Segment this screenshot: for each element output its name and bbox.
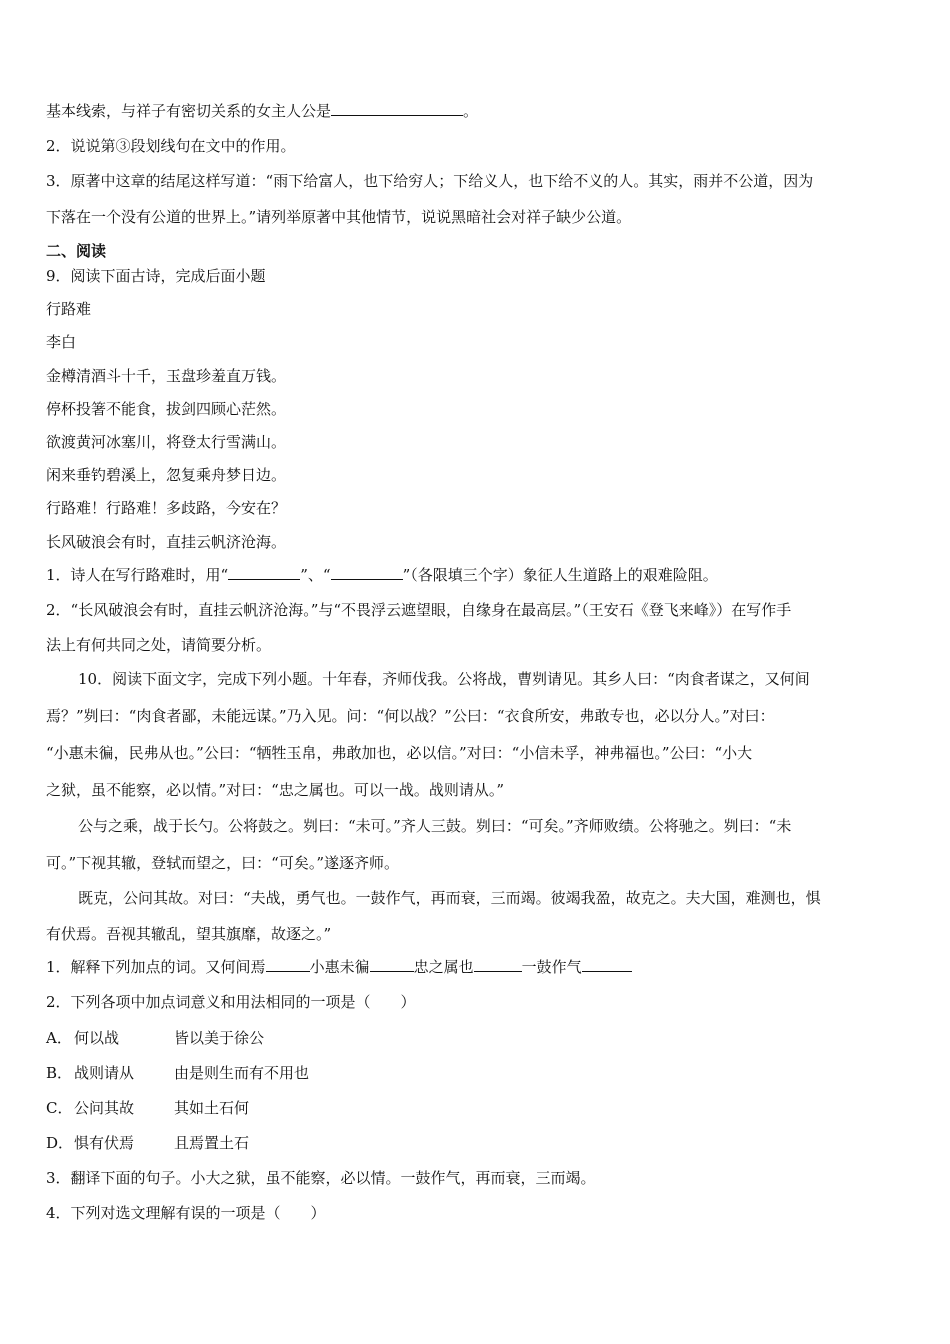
answer-blank[interactable] [228,564,300,580]
option-phrase-2: 皆以美于徐公 [174,1029,265,1047]
poem-line: 长风破浪会有时，直挂云帆济沧海。 [46,533,287,551]
q9-sub1-text-b: ”、“ [300,566,331,584]
option-letter: A． [46,1029,72,1047]
q10-sub1-item: 又何间焉 [205,958,266,976]
option-phrase-2: 且焉置土石 [174,1134,250,1152]
poem-line: 欲渡黄河冰塞川，将登太行雪满山。 [46,433,287,451]
prev-q3-line1: 3．原著中这章的结尾这样写道：“雨下给富人，也下给穷人；下给义人，也下给不义的人。其实，雨并不公道，因为 [46,172,814,190]
q10-sub1-item: 一鼓作气 [521,958,582,976]
option-phrase-1: 何以战 [74,1029,120,1047]
option-phrase-1: 公问其故 [74,1099,135,1117]
poem-line: 停杯投箸不能食，拔剑四顾心茫然。 [46,400,287,418]
q10-sub2: 2．下列各项中加点词意义和用法相同的一项是（ ） [46,993,416,1011]
option-d[interactable] [46,1132,908,1154]
option-phrase-2: 由是则生而有不用也 [174,1064,310,1082]
option-a[interactable] [46,1027,908,1049]
prev-q3-line2: 下落在一个没有公道的世界上。”请列举原著中其他情节，说说黑暗社会对祥子缺少公道。 [46,208,632,226]
q10-sub1 [46,956,908,978]
q10-sub4: 4．下列对选文理解有误的一项是（ ） [46,1204,326,1222]
q9-sub1-text-a: 1．诗人在写行路难时，用“ [46,566,229,584]
answer-blank[interactable] [266,956,310,972]
prev-q1-text: 基本线索，与祥子有密切关系的女主人公是 [46,102,332,120]
q9-sub2-line2: 法上有何共同之处，请简要分析。 [46,636,272,654]
option-c[interactable] [46,1097,908,1119]
q9-intro: 9．阅读下面古诗，完成后面小题 [46,267,266,285]
option-letter: B． [46,1064,73,1082]
q9-sub1 [46,564,908,586]
q10-para2-line: 公与之乘，战于长勺。公将鼓之。刿曰：“未可。”齐人三鼓。刿曰：“可矣。”齐师败绩。公将驰之。刿曰：“未 [78,817,792,835]
prev-q2: 2．说说第③段划线句在文中的作用。 [46,137,296,155]
poem-line: 行路难！行路难！多歧路，今安在？ [46,499,287,517]
option-phrase-1: 惧有伏焉 [74,1134,135,1152]
answer-blank[interactable] [370,956,414,972]
q10-para1-line: 之狱，虽不能察，必以情。”对曰：“忠之属也。可以一战。战则请从。” [46,781,505,799]
q10-para1-line: 焉？”刿曰：“肉食者鄙，未能远谋。”乃入见。问：“何以战？”公曰：“衣食所安，弗敢专也，必以分人。”对曰： [46,707,775,725]
option-b[interactable] [46,1062,908,1084]
poem-line: 闲来垂钓碧溪上，忽复乘舟梦日边。 [46,466,287,484]
answer-blank[interactable] [331,100,463,116]
q9-sub2-line1: 2．“长风破浪会有时，直挂云帆济沧海。”与“不畏浮云遮望眼，自缘身在最高层。”（王安石《登飞来峰》）在写作手 [46,601,792,619]
option-phrase-2: 其如土石何 [174,1099,250,1117]
answer-blank[interactable] [474,956,522,972]
q9-sub1-text-c: ”（各限填三个字）象征人生道路上的艰难险阻。 [402,566,718,584]
option-letter: D． [46,1134,74,1152]
q10-para3-line: 既克，公问其故。对曰：“夫战，勇气也。一鼓作气，再而衰，三而竭。彼竭我盈，故克之。夫大国，难测也，惧 [78,889,821,907]
option-phrase-1: 战则请从 [74,1064,135,1082]
poem-line: 金樽清酒斗十千，玉盘珍羞直万钱。 [46,367,287,385]
q10-sub1-prefix: 1．解释下列加点的词。 [46,958,206,976]
poem-author: 李白 [46,333,77,351]
q10-para3-line: 有伏焉。吾视其辙乱，望其旗靡，故逐之。” [46,925,332,943]
q10-sub1-item: 忠之属也 [413,958,474,976]
poem-title: 行路难 [46,300,92,318]
q10-sub1-item: 小惠未徧 [309,958,370,976]
option-letter: C． [46,1099,73,1117]
q10-para1-line: “小惠未徧，民弗从也。”公曰：“牺牲玉帛，弗敢加也，必以信。”对曰：“小信未孚，神弗福也。”公曰：“小大 [46,744,753,762]
prev-q1-line [46,100,908,122]
answer-blank[interactable] [331,564,403,580]
answer-blank[interactable] [582,956,632,972]
q10-para1-line: 10．阅读下面文字，完成下列小题。十年春，齐师伐我。公将战，曹刿请见。其乡人曰：“肉食者谋之，又何间 [78,670,810,688]
prev-q1-end: 。 [463,102,479,120]
section-heading: 二、阅读 [46,242,107,260]
q10-para2-line: 可。”下视其辙，登轼而望之，曰：“可矣。”遂逐齐师。 [46,854,400,872]
q10-sub3: 3．翻译下面的句子。小大之狱，虽不能察，必以情。一鼓作气，再而衰，三而竭。 [46,1169,596,1187]
